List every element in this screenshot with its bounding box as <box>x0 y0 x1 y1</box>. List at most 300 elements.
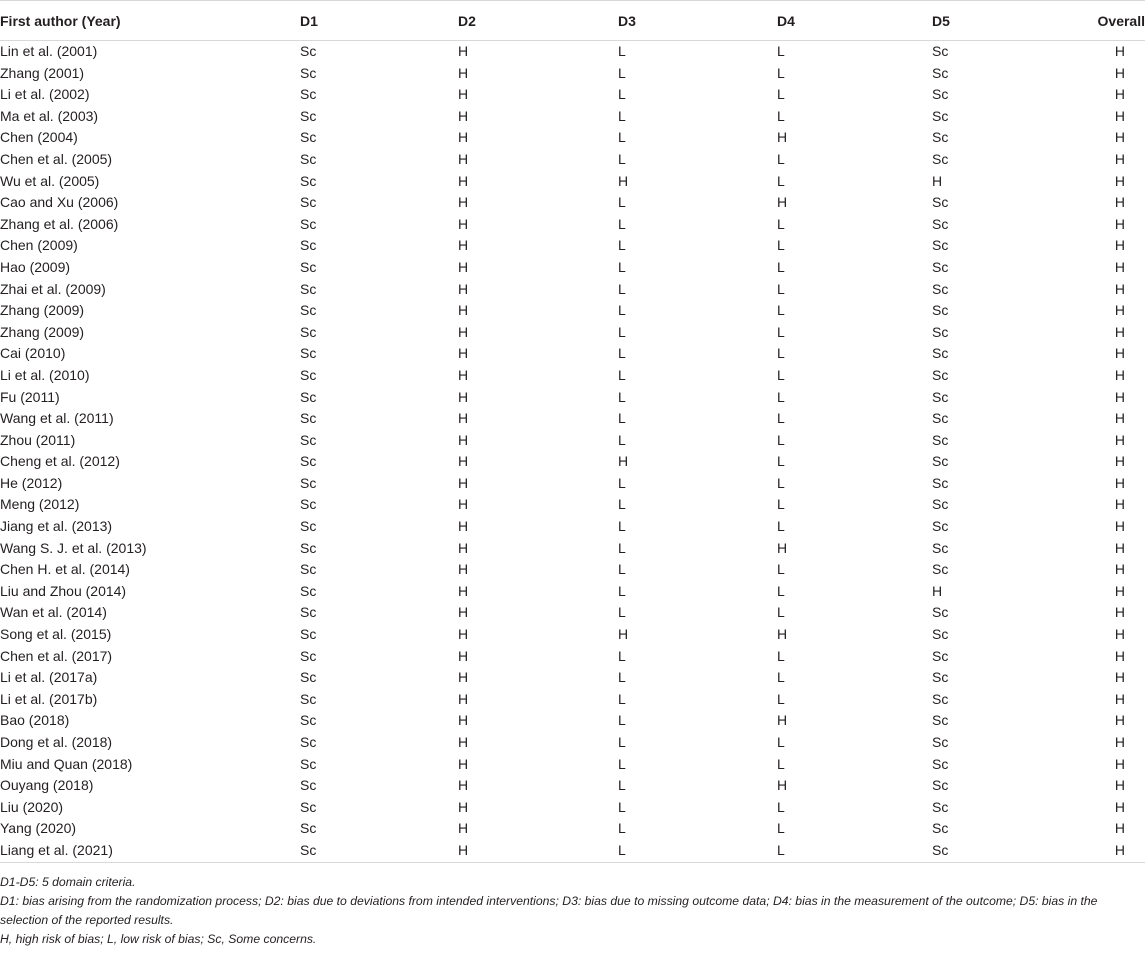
cell-author: Zhang (2009) <box>0 323 85 340</box>
cell-d3: L <box>618 777 626 794</box>
cell-overall: H <box>1114 388 1125 405</box>
cell-d1: Sc <box>300 798 317 815</box>
cell-d1: Sc <box>300 496 317 513</box>
cell-d4: L <box>777 561 785 578</box>
cell-d3: L <box>618 496 626 513</box>
cell-d2: H <box>458 410 469 427</box>
cell-d3: L <box>618 280 626 297</box>
cell-overall: H <box>1114 107 1125 124</box>
cell-author: Wang et al. (2011) <box>0 410 114 427</box>
cell-author: Zhang et al. (2006) <box>0 215 119 232</box>
cell-author: Bao (2018) <box>0 712 70 729</box>
table-row <box>0 127 1145 149</box>
cell-d4: L <box>777 43 785 59</box>
header-d3: D3 <box>618 1 777 41</box>
cell-overall: H <box>1114 302 1125 319</box>
cell-d2: H <box>458 194 469 211</box>
cell-overall: H <box>1114 194 1125 211</box>
cell-d2: H <box>458 258 469 275</box>
cell-overall: H <box>1114 258 1125 275</box>
cell-overall: H <box>1114 690 1125 707</box>
cell-overall: H <box>1114 86 1125 103</box>
cell-d2: H <box>458 669 469 686</box>
table-row <box>0 624 1145 646</box>
cell-d5: Sc <box>932 712 949 729</box>
cell-overall: H <box>1114 755 1125 772</box>
cell-d3: L <box>618 258 626 275</box>
cell-d2: H <box>458 129 469 146</box>
cell-d4: L <box>777 280 785 297</box>
table-row <box>0 602 1145 624</box>
cell-d4: L <box>777 388 785 405</box>
cell-d5: Sc <box>932 43 949 59</box>
cell-d2: H <box>458 734 469 750</box>
cell-d5: Sc <box>932 366 949 383</box>
cell-overall: H <box>1114 431 1125 448</box>
cell-d3: L <box>618 755 626 772</box>
cell-d5: Sc <box>932 258 949 275</box>
cell-d5: H <box>932 582 943 599</box>
cell-overall: H <box>1114 539 1125 556</box>
cell-author: Chen et al. (2005) <box>0 150 113 167</box>
cell-d3: L <box>618 388 626 405</box>
cell-overall: H <box>1114 453 1125 470</box>
cell-d1: Sc <box>300 431 317 448</box>
cell-d4: L <box>777 820 785 837</box>
cell-d2: H <box>458 626 469 643</box>
cell-d3: L <box>618 734 626 750</box>
cell-d3: L <box>618 840 777 862</box>
cell-d5: Sc <box>932 388 949 405</box>
header-d4: D4 <box>777 1 932 41</box>
cell-author: Cheng et al. (2012) <box>0 453 120 470</box>
cell-author: Yang (2020) <box>0 820 77 837</box>
cell-d4: L <box>777 410 785 427</box>
cell-d2: H <box>458 388 469 405</box>
cell-d3: L <box>618 366 626 383</box>
cell-d5: Sc <box>932 647 949 664</box>
table-row <box>0 559 1145 581</box>
cell-d2: H <box>458 86 469 103</box>
cell-author: Chen (2009) <box>0 237 78 254</box>
cell-overall: H <box>1114 734 1125 750</box>
cell-d4: L <box>777 366 785 383</box>
cell-d3: H <box>618 626 629 643</box>
cell-d3: L <box>618 582 626 599</box>
cell-d5: Sc <box>932 755 949 772</box>
cell-overall: H <box>1114 712 1125 729</box>
cell-d4: H <box>777 626 788 643</box>
cell-d2: H <box>458 561 469 578</box>
table-row <box>0 106 1145 128</box>
cell-d1: Sc <box>300 453 317 470</box>
cell-d1: Sc <box>300 669 317 686</box>
cell-d5: Sc <box>932 690 949 707</box>
cell-d1: Sc <box>300 302 317 319</box>
cell-d4: H <box>777 712 788 729</box>
table-row <box>0 214 1145 236</box>
cell-d2: H <box>458 366 469 383</box>
table-row <box>0 343 1145 365</box>
footnote-abbreviations: H, high risk of bias; L, low risk of bias; Sc, Some concerns. <box>0 931 317 946</box>
table-row <box>0 257 1145 279</box>
cell-d4: L <box>777 107 785 124</box>
cell-overall: H <box>1114 172 1125 189</box>
cell-overall: H <box>1114 150 1125 167</box>
footnote-domains: D1-D5: 5 domain criteria. <box>0 874 136 889</box>
cell-d5: Sc <box>932 669 949 686</box>
cell-d2: H <box>458 64 469 81</box>
cell-d2: H <box>458 840 618 862</box>
cell-author: Chen (2004) <box>0 129 78 146</box>
cell-d2: H <box>458 582 469 599</box>
table-row <box>0 171 1145 193</box>
cell-d5: Sc <box>932 820 949 837</box>
cell-d3: L <box>618 302 626 319</box>
cell-d3: L <box>618 107 626 124</box>
cell-overall: H <box>1114 366 1125 383</box>
cell-author: Jiang et al. (2013) <box>0 518 113 535</box>
cell-overall: H <box>1114 669 1125 686</box>
cell-d5: Sc <box>932 539 949 556</box>
cell-d4: L <box>777 840 932 862</box>
header-overall: Overall <box>1075 1 1145 41</box>
cell-d5: H <box>932 172 943 189</box>
cell-author: Chen H. et al. (2014) <box>0 561 130 578</box>
cell-d1: Sc <box>300 129 317 146</box>
cell-author: Miu and Quan (2018) <box>0 755 133 772</box>
cell-d2: H <box>458 777 469 794</box>
cell-d1: Sc <box>300 366 317 383</box>
table-row <box>0 430 1145 452</box>
cell-d3: H <box>618 453 629 470</box>
cell-d1: Sc <box>300 86 317 103</box>
cell-author: Li et al. (2017b) <box>0 690 98 707</box>
cell-author: Zhou (2011) <box>0 431 76 448</box>
table-row <box>0 494 1145 516</box>
cell-author: Lin et al. (2001) <box>0 43 98 59</box>
cell-d5: Sc <box>932 798 949 815</box>
table-row <box>0 689 1145 711</box>
cell-d4: L <box>777 604 785 621</box>
cell-d5: Sc <box>932 626 949 643</box>
cell-overall: H <box>1114 798 1125 815</box>
cell-d4: L <box>777 172 785 189</box>
table-row <box>0 516 1145 538</box>
cell-author: Li et al. (2002) <box>0 86 90 103</box>
cell-d2: H <box>458 172 469 189</box>
table-row <box>0 300 1145 322</box>
cell-d2: H <box>458 647 469 664</box>
table-row <box>0 732 1145 754</box>
cell-overall: H <box>1114 215 1125 232</box>
cell-d1: Sc <box>300 820 317 837</box>
cell-d4: L <box>777 215 785 232</box>
cell-d4: L <box>777 647 785 664</box>
cell-d5: Sc <box>932 410 949 427</box>
table-row <box>0 667 1145 689</box>
cell-d5: Sc <box>932 734 949 750</box>
cell-d3: L <box>618 539 626 556</box>
cell-d1: Sc <box>300 626 317 643</box>
cell-d3: L <box>618 64 626 81</box>
cell-d1: Sc <box>300 734 317 750</box>
cell-d3: L <box>618 345 626 362</box>
cell-author: Li et al. (2017a) <box>0 669 98 686</box>
cell-d3: L <box>618 129 626 146</box>
cell-d1: Sc <box>300 561 317 578</box>
cell-d5: Sc <box>932 150 949 167</box>
table-row <box>0 192 1145 214</box>
header-d1: D1 <box>300 1 458 41</box>
cell-overall: H <box>1114 626 1125 643</box>
cell-d1: Sc <box>300 194 317 211</box>
cell-author: He (2012) <box>0 474 63 491</box>
cell-d3: L <box>618 669 626 686</box>
cell-overall: H <box>1114 474 1125 491</box>
cell-d4: L <box>777 734 785 750</box>
cell-d2: H <box>458 820 469 837</box>
cell-d4: L <box>777 86 785 103</box>
cell-d5: Sc <box>932 323 949 340</box>
cell-d3: L <box>618 820 626 837</box>
cell-d5: Sc <box>932 518 949 535</box>
cell-d4: L <box>777 431 785 448</box>
cell-d5: Sc <box>932 280 949 297</box>
cell-d5: Sc <box>932 453 949 470</box>
cell-d3: L <box>618 410 626 427</box>
header-d2: D2 <box>458 1 618 41</box>
cell-d2: H <box>458 107 469 124</box>
cell-d5: Sc <box>932 86 949 103</box>
cell-d1: Sc <box>300 107 317 124</box>
cell-author: Liu and Zhou (2014) <box>0 582 127 599</box>
cell-d4: L <box>777 518 785 535</box>
cell-d3: L <box>618 474 626 491</box>
cell-d3: L <box>618 43 626 59</box>
cell-d5: Sc <box>932 302 949 319</box>
cell-d2: H <box>458 323 469 340</box>
cell-d3: L <box>618 712 626 729</box>
cell-d1: Sc <box>300 323 317 340</box>
cell-overall: H <box>1114 820 1125 837</box>
cell-d2: H <box>458 690 469 707</box>
cell-d4: L <box>777 150 785 167</box>
cell-author: Li et al. (2010) <box>0 366 90 383</box>
table-row <box>0 63 1145 85</box>
cell-d1: Sc <box>300 43 317 59</box>
cell-overall: H <box>1114 410 1125 427</box>
table-row <box>0 322 1145 344</box>
table-row <box>0 451 1145 473</box>
cell-d2: H <box>458 150 469 167</box>
cell-d1: Sc <box>300 690 317 707</box>
cell-d3: L <box>618 150 626 167</box>
cell-d3: L <box>618 561 626 578</box>
cell-d1: Sc <box>300 280 317 297</box>
cell-author: Liang et al. (2021) <box>0 840 300 862</box>
cell-d4: L <box>777 690 785 707</box>
cell-d2: H <box>458 345 469 362</box>
table-row <box>0 538 1145 560</box>
table-row <box>0 710 1145 732</box>
cell-d5: Sc <box>932 129 949 146</box>
cell-d5: Sc <box>932 215 949 232</box>
cell-d1: Sc <box>300 777 317 794</box>
cell-overall: H <box>1114 582 1125 599</box>
table-row <box>0 754 1145 776</box>
cell-d2: H <box>458 496 469 513</box>
cell-d2: H <box>458 237 469 254</box>
table-row <box>0 775 1145 797</box>
cell-d4: L <box>777 345 785 362</box>
cell-author: Wu et al. (2005) <box>0 172 100 189</box>
cell-d4: H <box>777 777 788 794</box>
table-row <box>0 646 1145 668</box>
cell-d3: L <box>618 215 626 232</box>
cell-author: Wang S. J. et al. (2013) <box>0 539 147 556</box>
table-row <box>0 387 1145 409</box>
cell-d1: Sc <box>300 582 317 599</box>
cell-d4: L <box>777 323 785 340</box>
table-row <box>0 84 1145 106</box>
cell-d2: H <box>458 302 469 319</box>
cell-d1: Sc <box>300 518 317 535</box>
cell-d1: Sc <box>300 647 317 664</box>
cell-overall: H <box>1114 129 1125 146</box>
cell-overall: H <box>1114 43 1125 59</box>
cell-overall: H <box>1114 323 1125 340</box>
cell-d1: Sc <box>300 258 317 275</box>
cell-d2: H <box>458 518 469 535</box>
cell-d3: L <box>618 690 626 707</box>
cell-d2: H <box>458 755 469 772</box>
cell-d3: L <box>618 86 626 103</box>
cell-d5: Sc <box>932 840 1075 862</box>
cell-d2: H <box>458 453 469 470</box>
cell-d5: Sc <box>932 107 949 124</box>
table-header-row <box>0 1 1145 41</box>
cell-d4: H <box>777 539 788 556</box>
cell-d5: Sc <box>932 194 949 211</box>
cell-d4: L <box>777 474 785 491</box>
cell-author: Ouyang (2018) <box>0 777 94 794</box>
cell-d5: Sc <box>932 237 949 254</box>
cell-d2: H <box>458 604 469 621</box>
cell-d1: Sc <box>300 474 317 491</box>
cell-d5: Sc <box>932 474 949 491</box>
header-first-author: First author (Year) <box>0 1 300 41</box>
table-row <box>0 473 1145 495</box>
cell-d4: H <box>777 129 788 146</box>
cell-author: Hao (2009) <box>0 258 71 275</box>
table-row <box>0 408 1145 430</box>
cell-overall: H <box>1114 345 1125 362</box>
cell-d1: Sc <box>300 539 317 556</box>
cell-d5: Sc <box>932 496 949 513</box>
cell-d1: Sc <box>300 840 458 862</box>
cell-d2: H <box>458 280 469 297</box>
cell-d4: L <box>777 496 785 513</box>
cell-d3: L <box>618 604 626 621</box>
cell-author: Wan et al. (2014) <box>0 604 107 621</box>
cell-d2: H <box>458 431 469 448</box>
cell-overall: H <box>1114 496 1125 513</box>
cell-overall: H <box>1114 280 1125 297</box>
cell-overall: H <box>1114 518 1125 535</box>
cell-d1: Sc <box>300 215 317 232</box>
cell-d3: L <box>618 798 626 815</box>
table-row <box>0 818 1145 840</box>
cell-d2: H <box>458 474 469 491</box>
cell-author: Zhai et al. (2009) <box>0 280 106 297</box>
cell-d2: H <box>458 539 469 556</box>
cell-d5: Sc <box>932 561 949 578</box>
table-row <box>0 840 1145 862</box>
cell-d4: L <box>777 302 785 319</box>
cell-d3: L <box>618 518 626 535</box>
cell-overall: H <box>1114 604 1125 621</box>
cell-author: Chen et al. (2017) <box>0 647 113 664</box>
cell-overall: H <box>1114 561 1125 578</box>
table-row <box>0 149 1145 171</box>
cell-d1: Sc <box>300 64 317 81</box>
cell-d3: L <box>618 237 626 254</box>
cell-d5: Sc <box>932 431 949 448</box>
cell-author: Dong et al. (2018) <box>0 734 113 750</box>
cell-author: Liu (2020) <box>0 798 64 815</box>
cell-author: Cao and Xu (2006) <box>0 194 119 211</box>
cell-d1: Sc <box>300 712 317 729</box>
cell-d3: L <box>618 647 626 664</box>
cell-d1: Sc <box>300 755 317 772</box>
cell-d4: L <box>777 755 785 772</box>
cell-d2: H <box>458 798 469 815</box>
cell-author: Fu (2011) <box>0 388 60 405</box>
cell-d3: L <box>618 194 626 211</box>
table-row <box>0 279 1145 301</box>
cell-d4: L <box>777 258 785 275</box>
table-body <box>0 41 1145 863</box>
cell-d3: H <box>618 172 629 189</box>
cell-author: Song et al. (2015) <box>0 626 112 643</box>
cell-overall: H <box>1114 647 1125 664</box>
cell-d1: Sc <box>300 410 317 427</box>
cell-author: Cai (2010) <box>0 345 66 362</box>
table-row <box>0 581 1145 603</box>
cell-d5: Sc <box>932 64 949 81</box>
cell-overall: H <box>1114 777 1125 794</box>
cell-d4: L <box>777 64 785 81</box>
header-d5: D5 <box>932 1 1075 41</box>
cell-d1: Sc <box>300 345 317 362</box>
cell-d4: L <box>777 669 785 686</box>
cell-d4: L <box>777 237 785 254</box>
cell-d5: Sc <box>932 604 949 621</box>
cell-d1: Sc <box>300 150 317 167</box>
cell-d3: L <box>618 431 626 448</box>
cell-d4: L <box>777 798 785 815</box>
cell-d4: L <box>777 582 785 599</box>
cell-d2: H <box>458 43 469 59</box>
cell-overall: H <box>1114 237 1125 254</box>
cell-d3: L <box>618 323 626 340</box>
table-row <box>0 235 1145 257</box>
table-footnotes <box>0 863 1145 949</box>
cell-d1: Sc <box>300 604 317 621</box>
cell-d5: Sc <box>932 345 949 362</box>
cell-author: Zhang (2001) <box>0 64 85 81</box>
